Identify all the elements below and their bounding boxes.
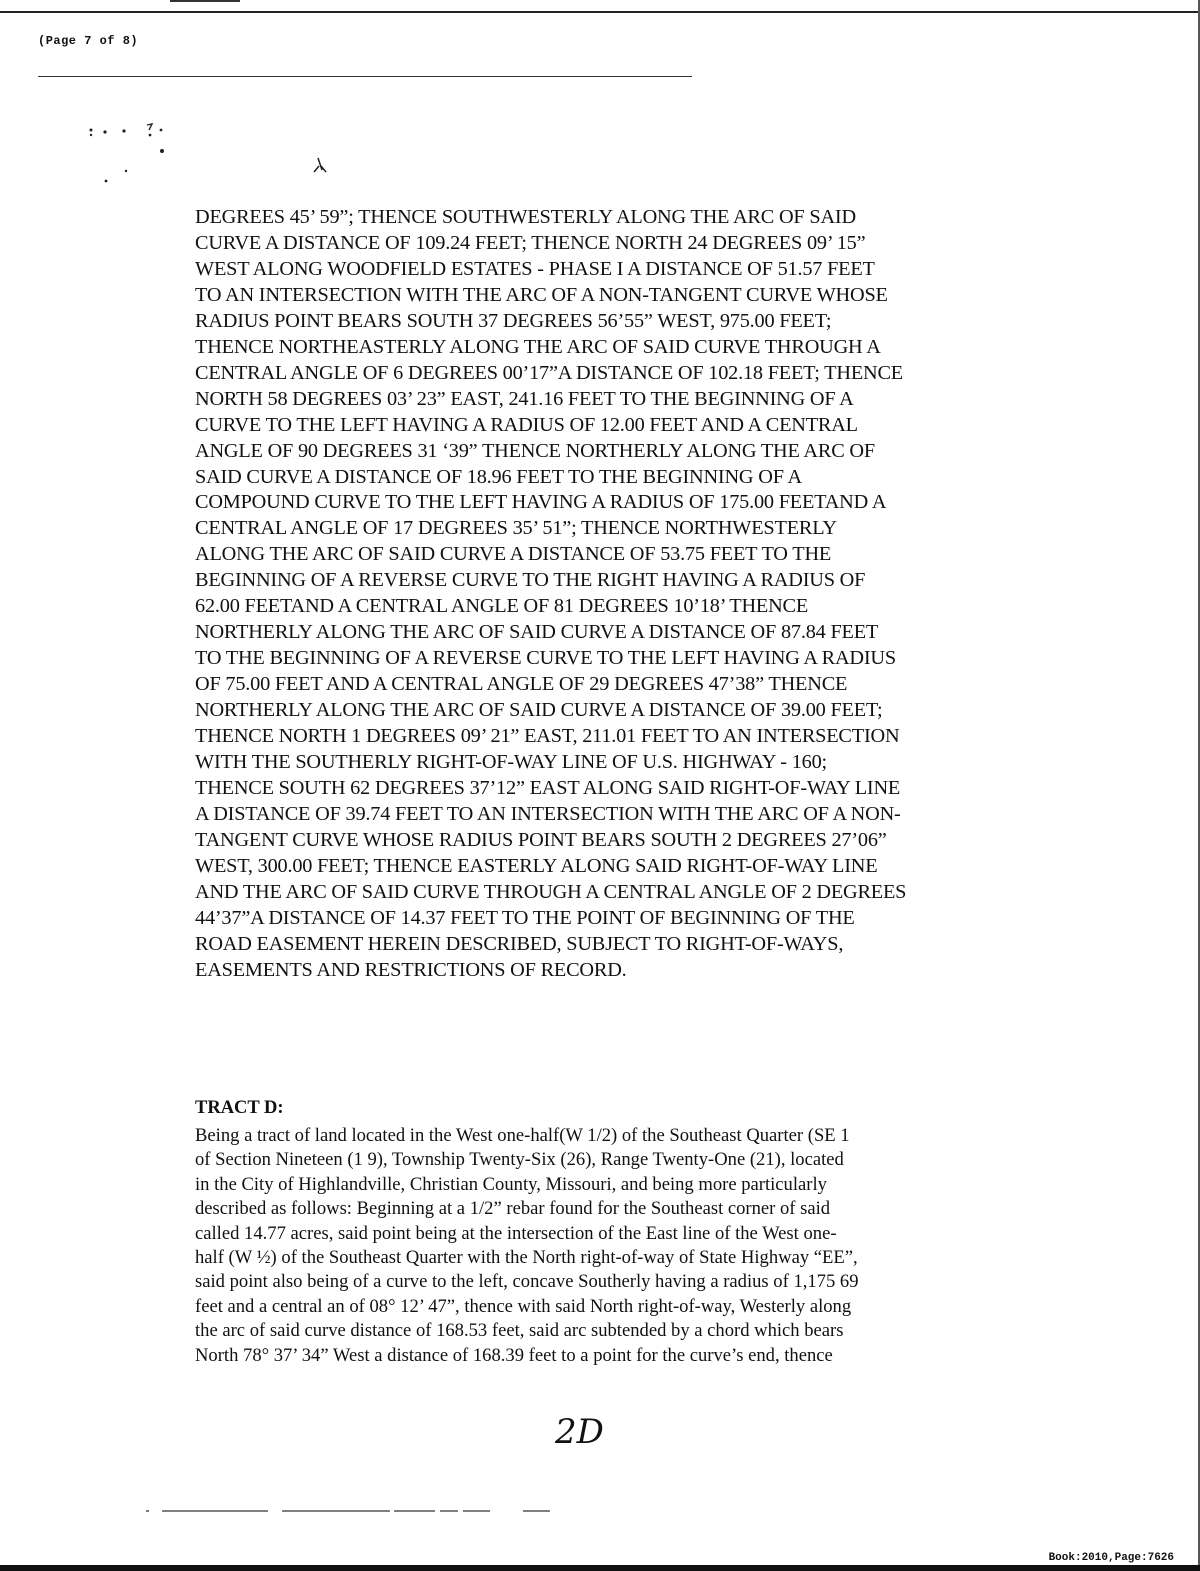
legal-line: 44’37”A DISTANCE OF 14.37 FEET TO THE POINT OF BEGINNING OF THE <box>195 906 855 929</box>
legal-line: THENCE NORTHEASTERLY ALONG THE ARC OF SAID CURVE THROUGH A <box>195 335 881 358</box>
legal-line: WEST, 300.00 FEET; THENCE EASTERLY ALONG SAID RIGHT-OF-WAY LINE <box>195 854 878 877</box>
legal-line: DEGREES 45’ 59”; THENCE SOUTHWESTERLY ALONG THE ARC OF SAID <box>195 206 856 228</box>
legal-line: RADIUS POINT BEARS SOUTH 37 DEGREES 56’55” WEST, 975.00 FEET; <box>195 309 832 332</box>
tract-line: North 78° 37’ 34” West a distance of 168.39 feet to a point for the curve’s end, thence <box>195 1344 833 1366</box>
legal-line: OF 75.00 FEET AND A CENTRAL ANGLE OF 29 DEGREES 47’38” THENCE <box>195 673 848 696</box>
page-number-label: (Page 7 of 8) <box>38 34 139 48</box>
legal-line: THENCE SOUTH 62 DEGREES 37’12” EAST ALONG SAID RIGHT-OF-WAY LINE <box>195 776 901 799</box>
legal-line: CENTRAL ANGLE OF 6 DEGREES 00’17”A DISTANCE OF 102.18 FEET; THENCE <box>195 361 903 384</box>
legal-line: A DISTANCE OF 39.74 FEET TO AN INTERSECTION WITH THE ARC OF A NON- <box>195 802 901 825</box>
scan-edge-stub <box>170 0 240 2</box>
legal-line: NORTHERLY ALONG THE ARC OF SAID CURVE A DISTANCE OF 39.00 FEET; <box>195 699 883 722</box>
legal-line: TANGENT CURVE WHOSE RADIUS POINT BEARS SOUTH 2 DEGREES 27’06” <box>195 828 887 851</box>
book-page-reference: Book:2010,Page:7626 <box>1048 1552 1174 1564</box>
legal-line: CENTRAL ANGLE OF 17 DEGREES 35’ 51”; THENCE NORTHWESTERLY <box>195 517 837 540</box>
legal-line: ALONG THE ARC OF SAID CURVE A DISTANCE OF 53.75 FEET TO THE <box>195 543 832 566</box>
handwritten-page-mark: 2D <box>555 1412 604 1452</box>
legal-line: NORTHERLY ALONG THE ARC OF SAID CURVE A DISTANCE OF 87.84 FEET <box>195 621 879 644</box>
legal-line: COMPOUND CURVE TO THE LEFT HAVING A RADIUS OF 175.00 FEETAND A <box>195 491 887 514</box>
tract-d-heading: TRACT D: <box>195 1098 284 1118</box>
tract-line: half (W ½) of the Southeast Quarter with the North right-of-way of State Highway “EE”, <box>195 1247 858 1269</box>
tract-line: feet and a central an of 08° 12’ 47”, thence with said North right-of-way, Westerly along <box>195 1295 852 1317</box>
legal-line: THENCE NORTH 1 DEGREES 09’ 21” EAST, 211.01 FEET TO AN INTERSECTION <box>195 725 900 748</box>
legal-line: EASEMENTS AND RESTRICTIONS OF RECORD. <box>195 958 627 981</box>
tract-line: in the City of Highlandville, Christian County, Missouri, and being more particularly <box>195 1173 827 1195</box>
scan-edge-top <box>0 11 1200 13</box>
legal-line: ANGLE OF 90 DEGREES 31 ‘39” THENCE NORTHERLY ALONG THE ARC OF <box>195 439 875 462</box>
tract-line: of Section Nineteen (1 9), Township Twenty-Six (26), Range Twenty-One (21), located <box>195 1149 844 1171</box>
tract-line: described as follows: Beginning at a 1/2” rebar found for the Southeast corner of said <box>195 1198 831 1220</box>
legal-line: WITH THE SOUTHERLY RIGHT-OF-WAY LINE OF U.S. HIGHWAY - 160; <box>195 751 827 774</box>
tract-line: said point also being of a curve to the left, concave Southerly having a radius of 1,175 69 <box>195 1271 859 1293</box>
footer-dashes <box>140 1505 560 1517</box>
legal-line: CURVE TO THE LEFT HAVING A RADIUS OF 12.00 FEET AND A CENTRAL <box>195 413 858 436</box>
legal-line: ROAD EASEMENT HEREIN DESCRIBED, SUBJECT TO RIGHT-OF-WAYS, <box>195 932 844 955</box>
legal-line: TO AN INTERSECTION WITH THE ARC OF A NON-TANGENT CURVE WHOSE <box>195 283 888 306</box>
legal-line: AND THE ARC OF SAID CURVE THROUGH A CENTRAL ANGLE OF 2 DEGREES <box>195 880 907 903</box>
legal-line: WEST ALONG WOODFIELD ESTATES - PHASE I A DISTANCE OF 51.57 FEET <box>195 257 875 280</box>
legal-line: TO THE BEGINNING OF A REVERSE CURVE TO THE LEFT HAVING A RADIUS <box>195 647 896 670</box>
tract-line: Being a tract of land located in the West one-half(W 1/2) of the Southeast Quarter (SE 1 <box>195 1125 850 1146</box>
tract-line: called 14.77 acres, said point being at the intersection of the East line of the West one- <box>195 1222 837 1244</box>
scan-edge-bottom <box>0 1565 1200 1571</box>
header-rule <box>38 76 692 77</box>
legal-line: BEGINNING OF A REVERSE CURVE TO THE RIGHT HAVING A RADIUS OF <box>195 569 866 592</box>
legal-line: SAID CURVE A DISTANCE OF 18.96 FEET TO THE BEGINNING OF A <box>195 465 802 488</box>
tract-d-description <box>195 1124 985 1368</box>
road-easement-description <box>195 205 995 984</box>
scan-specks <box>80 120 340 190</box>
tract-line: the arc of said curve distance of 168.53 feet, said arc subtended by a chord which bears <box>195 1320 844 1342</box>
legal-line: NORTH 58 DEGREES 03’ 23” EAST, 241.16 FEET TO THE BEGINNING OF A <box>195 387 854 410</box>
legal-line: 62.00 FEETAND A CENTRAL ANGLE OF 81 DEGREES 10’18’ THENCE <box>195 595 809 618</box>
legal-line: CURVE A DISTANCE OF 109.24 FEET; THENCE NORTH 24 DEGREES 09’ 15” <box>195 231 866 254</box>
